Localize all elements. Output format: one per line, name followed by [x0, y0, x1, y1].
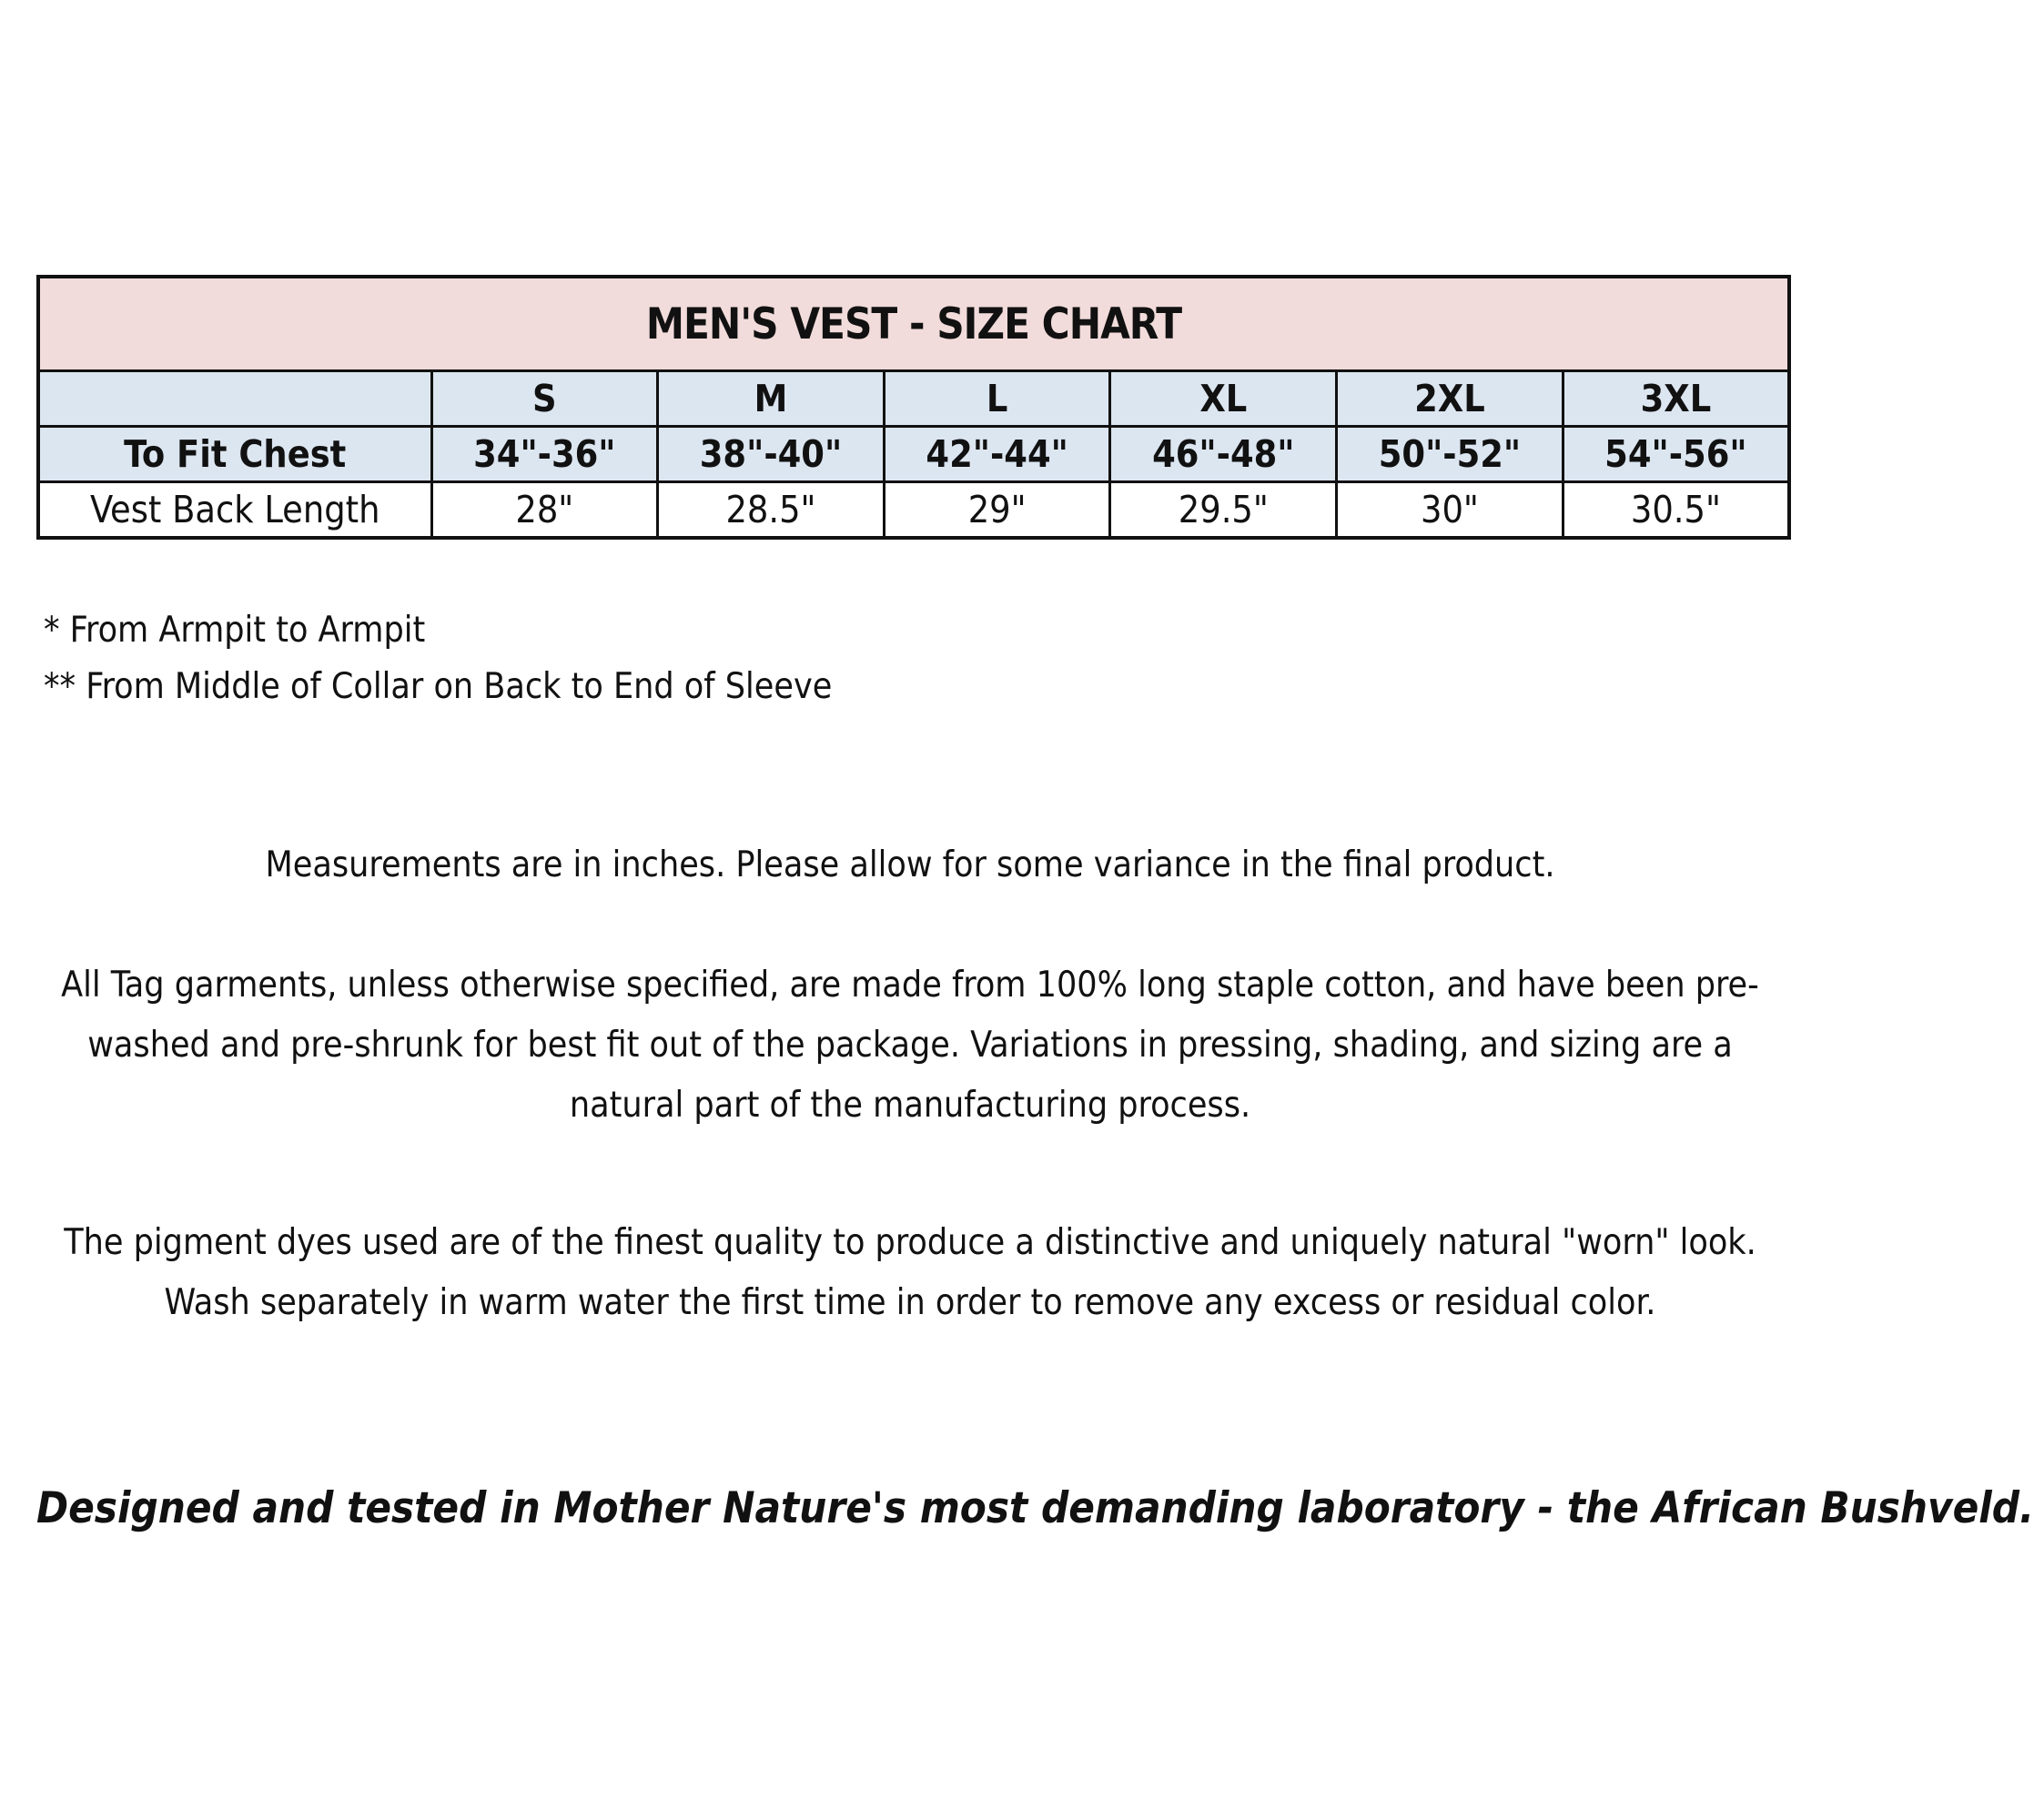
- size-header-l: L: [884, 371, 1110, 427]
- chest-value-2xl: 50"-52": [1337, 427, 1563, 482]
- empty-header-cell: [38, 371, 431, 427]
- dye-care-note: The pigment dyes used are of the finest quality to produce a distinctive and uniquely natural "worn" look. Wash separately in warm water the first time in order to remove any excess or residual color.: [64, 1222, 1756, 1323]
- size-header-3xl: 3XL: [1563, 371, 1789, 427]
- measurement-note: Measurements are in inches. Please allow for some variance in the final product.: [265, 844, 1555, 885]
- chest-value-xl: 46"-48": [1110, 427, 1337, 482]
- footnote-armpit: * From Armpit to Armpit: [44, 610, 426, 651]
- row-label-back-length: Vest Back Length: [38, 482, 431, 539]
- length-value-m: 28.5": [658, 482, 885, 539]
- chest-value-m: 38"-40": [658, 427, 885, 482]
- length-value-xl: 29.5": [1110, 482, 1337, 539]
- size-header-s: S: [431, 371, 658, 427]
- row-label-chest: To Fit Chest: [38, 427, 431, 482]
- chart-title: MEN'S VEST - SIZE CHART: [38, 277, 1789, 371]
- footnotes: [44, 602, 832, 715]
- chest-value-3xl: 54"-56": [1563, 427, 1789, 482]
- length-value-2xl: 30": [1337, 482, 1563, 539]
- chest-value-l: 42"-44": [884, 427, 1110, 482]
- length-value-l: 29": [884, 482, 1110, 539]
- brand-tagline: Designed and tested in Mother Nature's most demanding laboratory - the African Bushveld.: [36, 1483, 2034, 1533]
- chest-row: [38, 427, 1789, 482]
- size-header-row: [38, 371, 1789, 427]
- footnote-collar: ** From Middle of Collar on Back to End of Sleeve: [44, 666, 833, 707]
- title-row: [38, 277, 1789, 371]
- size-chart-table: [36, 275, 1791, 540]
- length-value-s: 28": [431, 482, 658, 539]
- size-header-xl: XL: [1110, 371, 1337, 427]
- size-header-2xl: 2XL: [1337, 371, 1563, 427]
- size-header-m: M: [658, 371, 885, 427]
- fabric-note: All Tag garments, unless otherwise specified, are made from 100% long staple cotton, and have been pre-washed and pre-shrunk for best fit out of the package. Variations in pressing, shading, and sizing are a natural part of the manufacturing process.: [61, 965, 1759, 1126]
- back-length-row: [38, 482, 1789, 539]
- chest-value-s: 34"-36": [431, 427, 658, 482]
- length-value-3xl: 30.5": [1563, 482, 1789, 539]
